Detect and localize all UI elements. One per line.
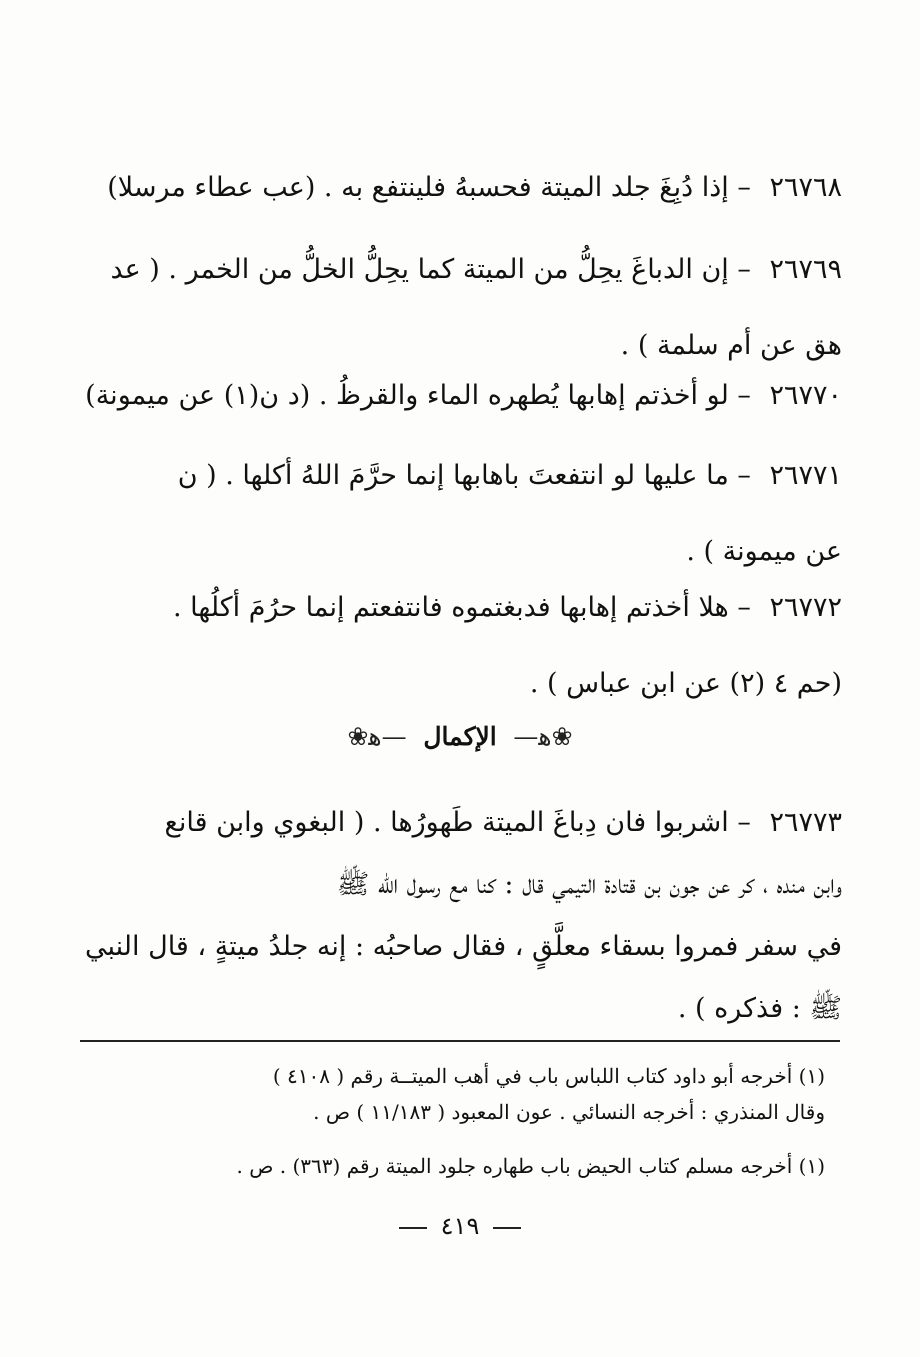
entry-text: هلا أخذتم إهابها فدبغتموه فانتفعتم إنما حرُمَ أكلُها .	[173, 592, 729, 623]
hadith-entry	[142, 438, 842, 590]
entry-text: ما عليها لو انتفعتَ باهابها إنما حرَّمَ اللهُ أكلها . ( ن	[177, 460, 729, 491]
entry-line	[85, 358, 842, 434]
footnote-line: (١) أخرجه مسلم كتاب الحيض باب طهاره جلود الميتة رقم (٣٦٣) . ص .	[236, 1154, 825, 1178]
entry-line: هق عن أم سلمة ) .	[620, 330, 842, 361]
entry-number: ٢٦٧٦٩	[769, 254, 842, 285]
page-number-dash	[399, 1227, 427, 1229]
entry-line	[110, 232, 842, 308]
section-heading	[0, 712, 920, 762]
entry-number: ٢٦٧٧٠	[769, 380, 842, 411]
footnote-line: (١) أخرجه أبو داود كتاب اللباس باب في أهب الميتــة رقم ( ٤١٠٨ )	[272, 1064, 825, 1088]
footnote	[125, 1058, 825, 1130]
ornament-icon: —ﻫ❀	[347, 722, 407, 751]
entry-number: ٢٦٧٧٢	[769, 592, 842, 623]
entry-text: إن الدباغَ يحِلُّ من الميتة كما يحِلُّ الخلُّ من الخمر . ( عد	[110, 254, 729, 285]
hadith-entry	[142, 570, 842, 722]
separator-dash: –	[737, 592, 751, 623]
footnote	[125, 1148, 825, 1184]
entry-number: ٢٦٧٦٨	[769, 172, 842, 203]
separator-dash: –	[737, 254, 751, 285]
page-number-dash	[493, 1227, 521, 1229]
entry-number: ٢٦٧٧٣	[769, 807, 842, 838]
footnote-line: وقال المنذري : أخرجه النسائي . عون المعبود ( ١١/١٨٣ ) ص .	[313, 1100, 825, 1124]
separator-dash: –	[737, 807, 751, 838]
separator-dash: –	[737, 380, 751, 411]
footnote-divider	[80, 1040, 840, 1042]
entry-line	[107, 150, 842, 226]
entry-line: ﷺ : فذكره ) .	[677, 993, 842, 1024]
page-number-text: ٤١٩	[440, 1212, 480, 1240]
entry-line: في سفر فمروا بسقاء معلَّقٍ ، فقال صاحبُه : إنه جلدُ ميتةٍ ، قال النبي	[84, 931, 842, 962]
entry-line: عن ميمونة ) .	[686, 536, 842, 567]
entry-line: وابن منده ، كر عن جون بن قتادة التيمي قال : كنا مع رسول الله ﷺ	[336, 869, 842, 900]
ornament-icon: ❀ﻫ—	[513, 722, 573, 751]
section-title: الإكمال	[423, 722, 497, 751]
entry-text: إذا دُبِغَ جلد الميتة فحسبهُ فلينتفع به . (عب عطاء مرسلا)	[107, 172, 729, 203]
hadith-entry	[84, 790, 842, 1038]
hadith-entry	[107, 150, 842, 226]
entry-text: لو أخذتم إهابها يُطهره الماء والقرظُ . (د ن(١) عن ميمونة)	[85, 380, 729, 411]
entry-line: (حم ٤ (٢) عن ابن عباس ) .	[529, 668, 842, 699]
entry-text: اشربوا فان دِباغَ الميتة طَهورُها . ( البغوي وابن قانع	[164, 807, 729, 838]
entry-line	[142, 790, 842, 852]
entry-line	[142, 438, 842, 514]
page-number	[0, 1212, 920, 1240]
separator-dash: –	[737, 460, 751, 491]
entry-line	[142, 570, 842, 646]
entry-number: ٢٦٧٧١	[769, 460, 842, 491]
separator-dash: –	[737, 172, 751, 203]
hadith-entry	[85, 358, 842, 434]
